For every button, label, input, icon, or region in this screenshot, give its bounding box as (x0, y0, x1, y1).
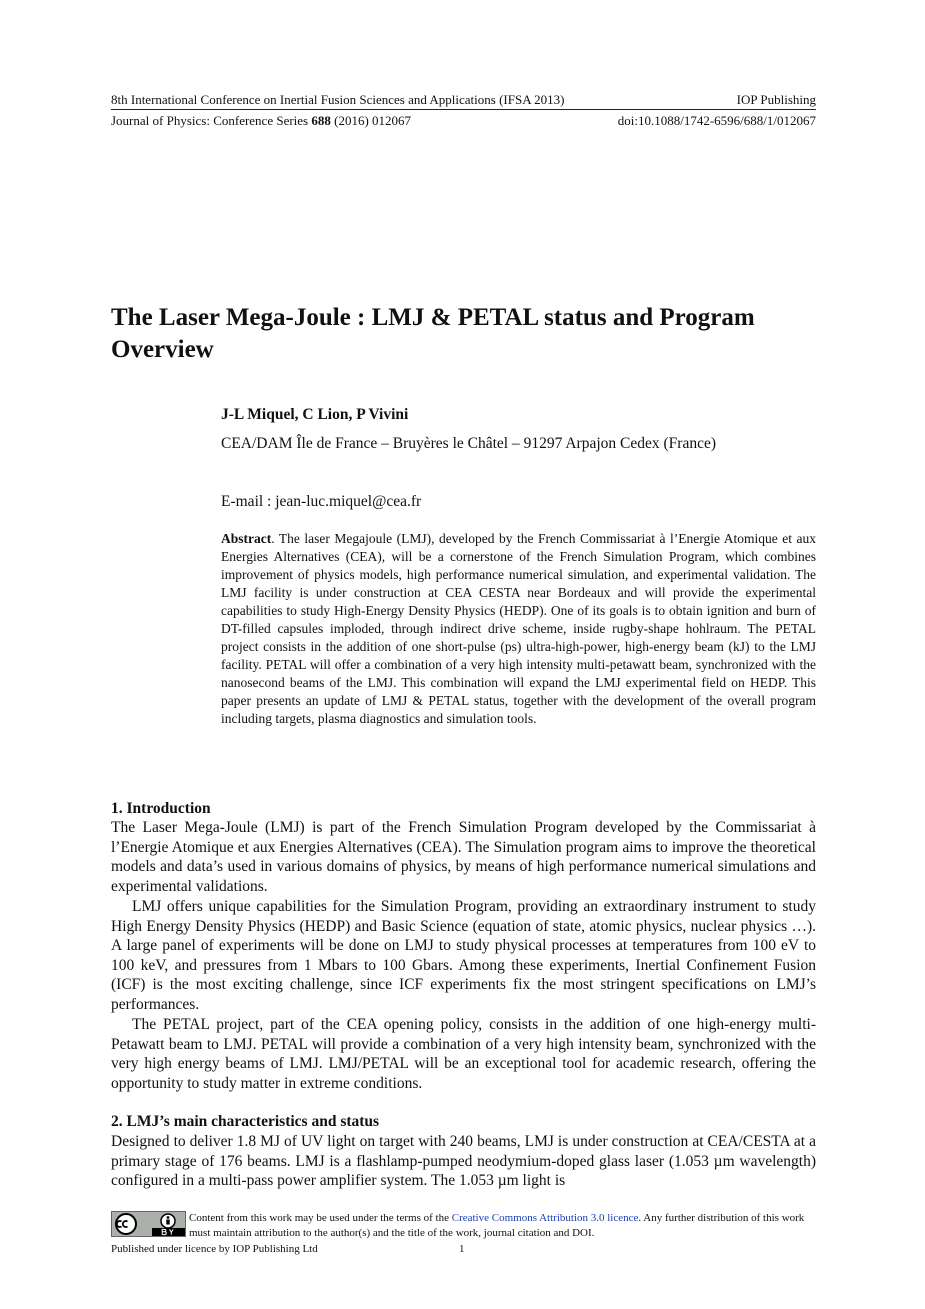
abstract-text: . The laser Megajoule (LMJ), developed by the French Commissariat à l’Energie Atomique et aux Energies Alternatives (CEA), will be a cornerstone of the French Simulation Program, which combines improvement of physics models, high performance numerical simulation, and experimental validation. The LMJ facility is under construction at CEA CESTA near Bordeaux and will provide the experimental capabilities to study High-Energy Density Physics (HEDP). One of its goals is to obtain ignition and burn of DT-filled capsules imploded, through indirect drive scheme, inside rugby-shape hohlraum. The PETAL project consists in the addition of one short-pulse (ps) ultra-high-power, high-energy beam (kJ) to the LMJ facility. PETAL will offer a combination of a very high intensity multi-petawatt beam, synchronized with the nanosecond beams of the LMJ. This combination will expand the LMJ experimental field on HEDP. This paper presents an update of LMJ & PETAL status, together with the development of the overall program including targets, plasma diagnostics and simulation tools. (221, 531, 816, 726)
page-number: 1 (459, 1243, 465, 1255)
conference-name: 8th International Conference on Inertial Fusion Sciences and Applications (IFSA 2013) (111, 92, 565, 107)
creative-commons-by-icon (111, 1211, 186, 1237)
license-notice (189, 1211, 817, 1241)
journal-citation (111, 113, 411, 129)
section2-paragraph-1: Designed to deliver 1.8 MJ of UV light on target with 240 beams, LMJ is under construction at CEA/CESTA at a primary stage of 176 beams. LMJ is a flashlamp-pumped neodymium-doped glass laser (1.053 µm wavelength) configured in a multi-pass power amplifier system. The 1.053 µm light is (111, 1133, 816, 1190)
author-list: J-L Miquel, C Lion, P Vivini (221, 406, 409, 423)
intro-paragraph-1: The Laser Mega-Joule (LMJ) is part of the French Simulation Program developed by the Commissariat à l’Energie Atomique et aux Energies Alternatives (CEA). The Simulation program aims to improve the theoretical models and data’s used in various domains of physics, by means of high performance numerical simulations and experimental validations. (111, 819, 816, 895)
cc-by-badge-graphic (112, 1212, 185, 1236)
license-text-start: Content from this work may be used under the terms of the (189, 1212, 452, 1224)
intro-paragraph-2: LMJ offers unique capabilities for the Simulation Program, providing an extraordinary instrument to study High Energy Density Physics (HEDP) and Basic Science (equation of state, atomic physics, nuclear physics …). A large panel of experiments will be done on LMJ to study physical processes at temperatures from 100 eV to 100 keV, and pressures from 1 Mbars to 100 Gbars. Among these experiments, Inertial Confinement Fusion (ICF) is the most exciting challenge, since ICF experiments fix the most stringent specifications on LMJ’s performances. (111, 898, 816, 1013)
intro-paragraph-3: The PETAL project, part of the CEA opening policy, consists in the addition of one high-energy multi-Petawatt beam to LMJ. PETAL will provide a combination of a very high intensity beam, synchronized with the very high energy beams of LMJ. LMJ/PETAL will be an exceptional tool for academic research, offering the opportunity to study matter in extreme conditions. (111, 1016, 816, 1092)
running-header-line-1 (111, 92, 816, 110)
volume-number: 688 (311, 113, 331, 128)
publisher-name: IOP Publishing (736, 92, 816, 107)
section-heading-introduction: 1. Introduction (111, 800, 211, 817)
abstract-label: Abstract (221, 531, 272, 546)
author-email[interactable]: E-mail : jean-luc.miquel@cea.fr (221, 493, 422, 510)
series-year-article: (2016) 012067 (330, 113, 412, 128)
section-heading-lmj-characteristics: 2. LMJ’s main characteristics and status (111, 1113, 380, 1130)
abstract (221, 530, 816, 728)
license-text-end: . Any further distribution of this work must maintain attribution to the author(s) and the title of the work, journal citation and DOI. (189, 1212, 805, 1239)
paper-title: The Laser Mega-Joule : LMJ & PETAL status and Program Overview (111, 304, 755, 363)
cc-license-link[interactable]: Creative Commons Attribution 3.0 licence (451, 1212, 639, 1224)
series-name: Journal of Physics: Conference Series (111, 113, 312, 128)
publisher-notice: Published under licence by IOP Publishing Ltd (111, 1243, 318, 1255)
author-affiliation: CEA/DAM Île de France – Bruyères le Châtel – 91297 Arpajon Cedex (France) (221, 435, 717, 452)
running-header-line-2 (111, 113, 816, 130)
doi-link[interactable]: doi:10.1088/1742-6596/688/1/012067 (617, 113, 816, 128)
